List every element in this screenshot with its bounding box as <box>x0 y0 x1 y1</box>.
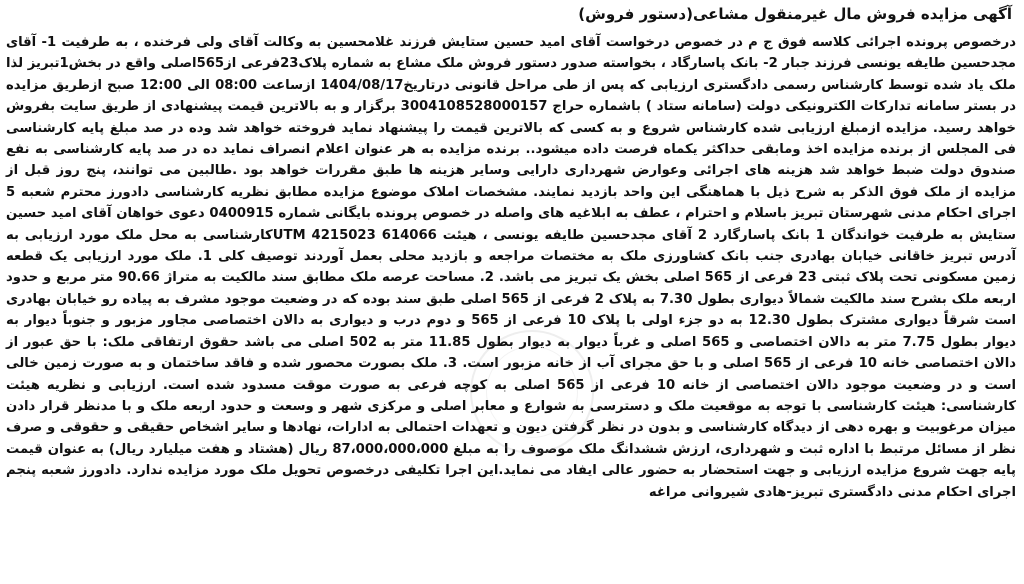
notice-body: درخصوص پرونده اجرائی کلاسه فوق ج م در خصوص درخواست آقای امید حسین ستایش فرزند غلامحسین به وکالت آقای ولی فرخنده ، به طرفیت 1- آقای مجدحسین طایفه یونسی فرزند جبار 2- بانک پاسارگاد ، بخواسته صدور دستور فروش ملک مشاع به شماره پلاک23فرعی از565اصلی واقع در بخش1تبریز لذا ملک یاد شده توسط کارشناس رسمی دادگستری ارزیابی که پس از طی مراحل قانونی درتاریخ1404/08/17 ازساعت 08:00 الی 12:00 صبح ازطریق مزایده در بستر سامانه تدارکات الکترونیکی دولت (سامانه ستاد ) باشماره حراج 3004108528000157 برگزار و به بالاترین قیمت پیشنهادی از طریق سایت بفروش خواهد رسید. مزایده ازمبلغ ارزیابی شده کارشناس شروع و به کسی که بالاترین قیمت را پیشنهاد نماید فروخته خواهد شد وده در صد مبلغ پایه کارشناسی فی المجلس از برنده مزایده اخذ ومابقی حداکثر یکماه فرصت داده میشود.. برنده مزایده به هر عنوان اعلام انصراف نماید ده در صد پایه کارشناسی به نفع صندوق دولت ضبط خواهد شد هزینه های اجرائی وعوارض شهرداری دارایی وسایر هزینه ها طبق مقررات خواهد بود .طالبین می توانند، پنج روز قبل از مزایده از ملک فوق الذکر به شرح ذیل با هماهنگی این واحد بازدید نمایند. مشخصات املاک موضوع مزایده مطابق نظریه کارشناسی دادورز محترم شعبه 5 اجرای احکام مدنی شهرستان تبریز باسلام و احترام ، عطف به ابلاغیه های واصله در خصوص پرونده بایگانی شماره 0400915 دعوی خواهان آقای امید حسین ستایش به طرفیت خواندگان 1 بانک پاسارگارد 2 آقای مجدحسین طایفه یونسی ، هیئت 614066 4215023 UTMکارشناسی به محل ملک مورد ارزیابی به آدرس تبریز خاقانی خیابان بهادری جنب بانک کشاورزی ملک به مختصات مراجعه و بازدید محلی بعمل آوردند توصیف کلی 1. ملک مورد ارزیابی یک قطعه زمین مسکونی تحت پلاک ثبتی 23 فرعی از 565 اصلی بخش یک تبریز می باشد. 2. مساحت عرصه ملک مطابق سند مالکیت به متراژ 90.66 متر مربع و حدود اربعه ملک بشرح سند مالکیت شمالاً دیواری بطول 7.30 به پلاک 2 فرعی از 565 اصلی طبق سند بوده که در وضعیت موجود مشرف به پیاده رو خیابان بهادری است شرقاً دیواری مشترک بطول 12.30 به دو جزء اولی با پلاک 10 فرعی از 565 و دوم درب و دیواری به دالان اختصاصی مجاور مزبور و جنوباً دیوار به دیوار بطول 7.75 متر به دالان اختصاصی و 565 اصلی و غرباً دیوار به دیوار بطول 11.85 متر به 502 اصلی می باشد حقوق ارتفاقی ملک: با حق عبور از دالان اختصاصی خانه 10 فرعی از 565 اصلی و با حق مجرای آب از خانه مزبور است. 3. ملک بصورت محصور شده و فاقد ساختمان و به صورت زمین خالی است و در وضعیت موجود دالان اختصاصی از خانه 10 فرعی از 565 اصلی به کوچه فرعی به صورت موقت مسدود شده است. ارزیابی و نظریه هیئت کارشناسی: هیئت کارشناسی با توجه به موقعیت ملک و دسترسی به شوارع و معابر اصلی و مرکزی شهر و وسعت و حدود اربعه ملک و با مدنظر قرار دادن میزان مرغوبیت و بهره دهی از دیدگاه کارشناسی و بدون در نظر گرفتن دیون و تعهدات احتمالی به ادارات، نهادها و سایر اشخاص حقیقی و حقوقی و صرف نظر از مسائل مرتبط با اداره ثبت و شهرداری، ارزش ششدانگ ملک موصوف را به مبلغ 87،000،000،000 ریال (هشتاد و هفت میلیارد ریال) به عنوان قیمت پایه جهت شروع مزایده ارزیابی و جهت استحضار به حضور عالی ایفاد می نماید.این اجرا تکلیفی درخصوص تحویل ملک مورد مزایده ندارد. دادورز شعبه پنجم اجرای احکام مدنی دادگستری تبریز-هادی شیروانی مراغه <box>6 35 1017 500</box>
notice-title: آگهی مزایده فروش مال غیرمنقول مشاعی(دستور فروش) <box>578 5 1012 23</box>
